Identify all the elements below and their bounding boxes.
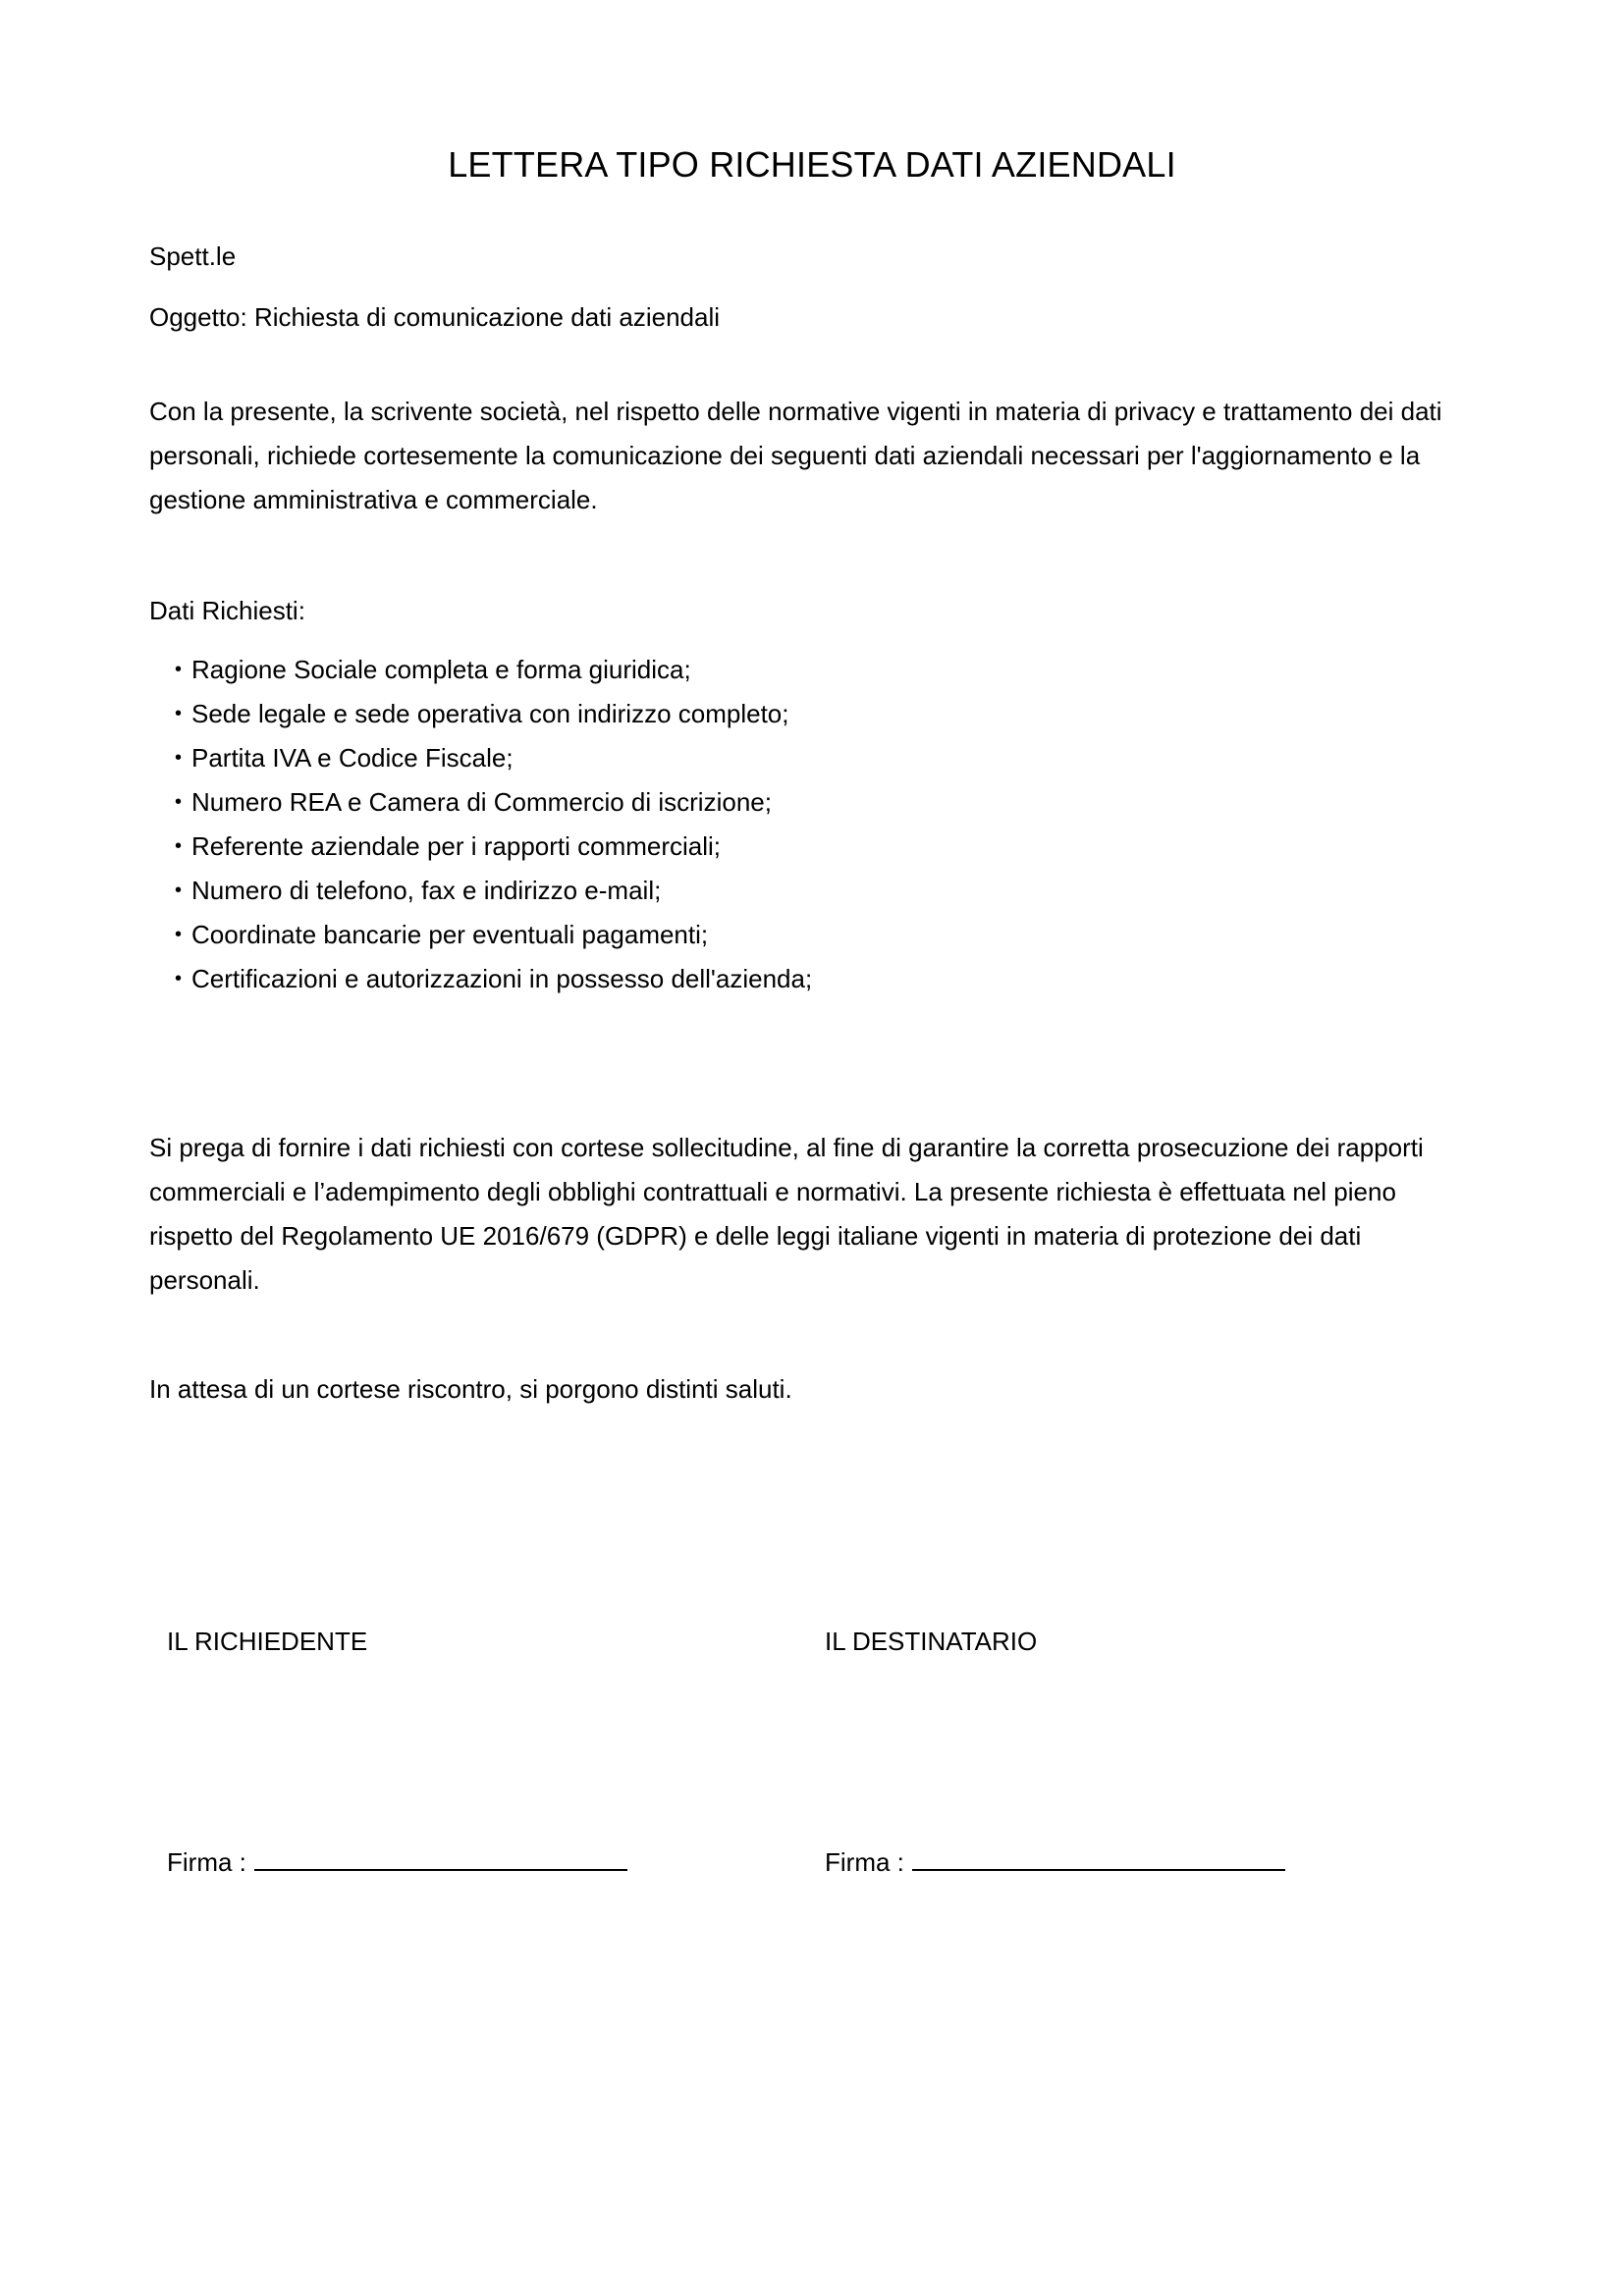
signature-field-right (825, 1845, 1285, 1879)
requested-data-heading: Dati Richiesti: (149, 596, 305, 625)
intro-paragraph-block (149, 390, 1465, 522)
list-item-label: Coordinate bancarie per eventuali pagamenti; (191, 920, 709, 949)
list-item (149, 736, 1465, 780)
subject-block (149, 297, 1465, 337)
list-item-label: Partita IVA e Codice Fiscale; (191, 743, 514, 773)
requested-data-list-block (149, 648, 1465, 1001)
list-item (149, 913, 1465, 957)
signature-line-requester[interactable] (254, 1868, 627, 1871)
list-item (149, 648, 1465, 692)
salutation-block (149, 237, 1465, 276)
salutation-text: Spett.le (149, 241, 237, 271)
intro-paragraph-text: Con la presente, la scrivente società, nel rispetto delle normative vigenti in materia di privacy e trattamento dei dati personali, richiede cortesemente la comunicazione dei seguenti dati aziendali necessari per l'aggiornamento e la gestione amministrativa e commerciale. (149, 397, 1442, 514)
list-item-label: Ragione Sociale completa e forma giuridica; (191, 655, 691, 684)
list-item-label: Certificazioni e autorizzazioni in possesso dell'azienda; (191, 964, 813, 993)
requested-data-list (149, 648, 1465, 1001)
list-item-label: Referente aziendale per i rapporti commerciali; (191, 831, 722, 861)
requested-data-heading-block (149, 591, 1465, 630)
firma-label-requester: Firma : (167, 1847, 246, 1877)
list-item-label: Numero REA e Camera di Commercio di iscrizione; (191, 787, 772, 817)
regards-text: In attesa di un cortese riscontro, si porgono distinti saluti. (149, 1374, 792, 1404)
signature-role-recipient: IL DESTINATARIO (825, 1627, 1038, 1656)
list-item (149, 780, 1465, 825)
signature-role-requester: IL RICHIEDENTE (167, 1627, 368, 1656)
regards-block (149, 1369, 1465, 1409)
firma-label-recipient: Firma : (825, 1847, 904, 1877)
signature-column-left (167, 1625, 367, 1658)
signature-field-left (167, 1845, 627, 1879)
subject-text: Oggetto: Richiesta di comunicazione dati aziendali (149, 302, 721, 332)
list-item-label: Numero di telefono, fax e indirizzo e-mail; (191, 876, 662, 905)
closing-paragraph-block (149, 1126, 1465, 1303)
list-item (149, 692, 1465, 736)
signature-column-right (825, 1625, 1037, 1658)
firma-wrap-right (825, 1845, 1285, 1879)
list-item (149, 957, 1465, 1001)
closing-paragraph-text: Si prega di fornire i dati richiesti con cortese sollecitudine, al fine di garantire la corretta prosecuzione dei rapporti commerciali e l’adempimento degli obblighi contrattuali e normativi. La presente richiesta è effettuata nel pieno rispetto del Regolamento UE 2016/679 (GDPR) e delle leggi italiane vigenti in materia di protezione dei dati personali. (149, 1133, 1424, 1295)
list-item-label: Sede legale e sede operativa con indirizzo completo; (191, 699, 789, 728)
firma-wrap-left (167, 1845, 627, 1879)
list-item (149, 869, 1465, 913)
page-title: LETTERA TIPO RICHIESTA DATI AZIENDALI (448, 144, 1176, 186)
list-item (149, 825, 1465, 869)
signature-line-recipient[interactable] (912, 1868, 1285, 1871)
